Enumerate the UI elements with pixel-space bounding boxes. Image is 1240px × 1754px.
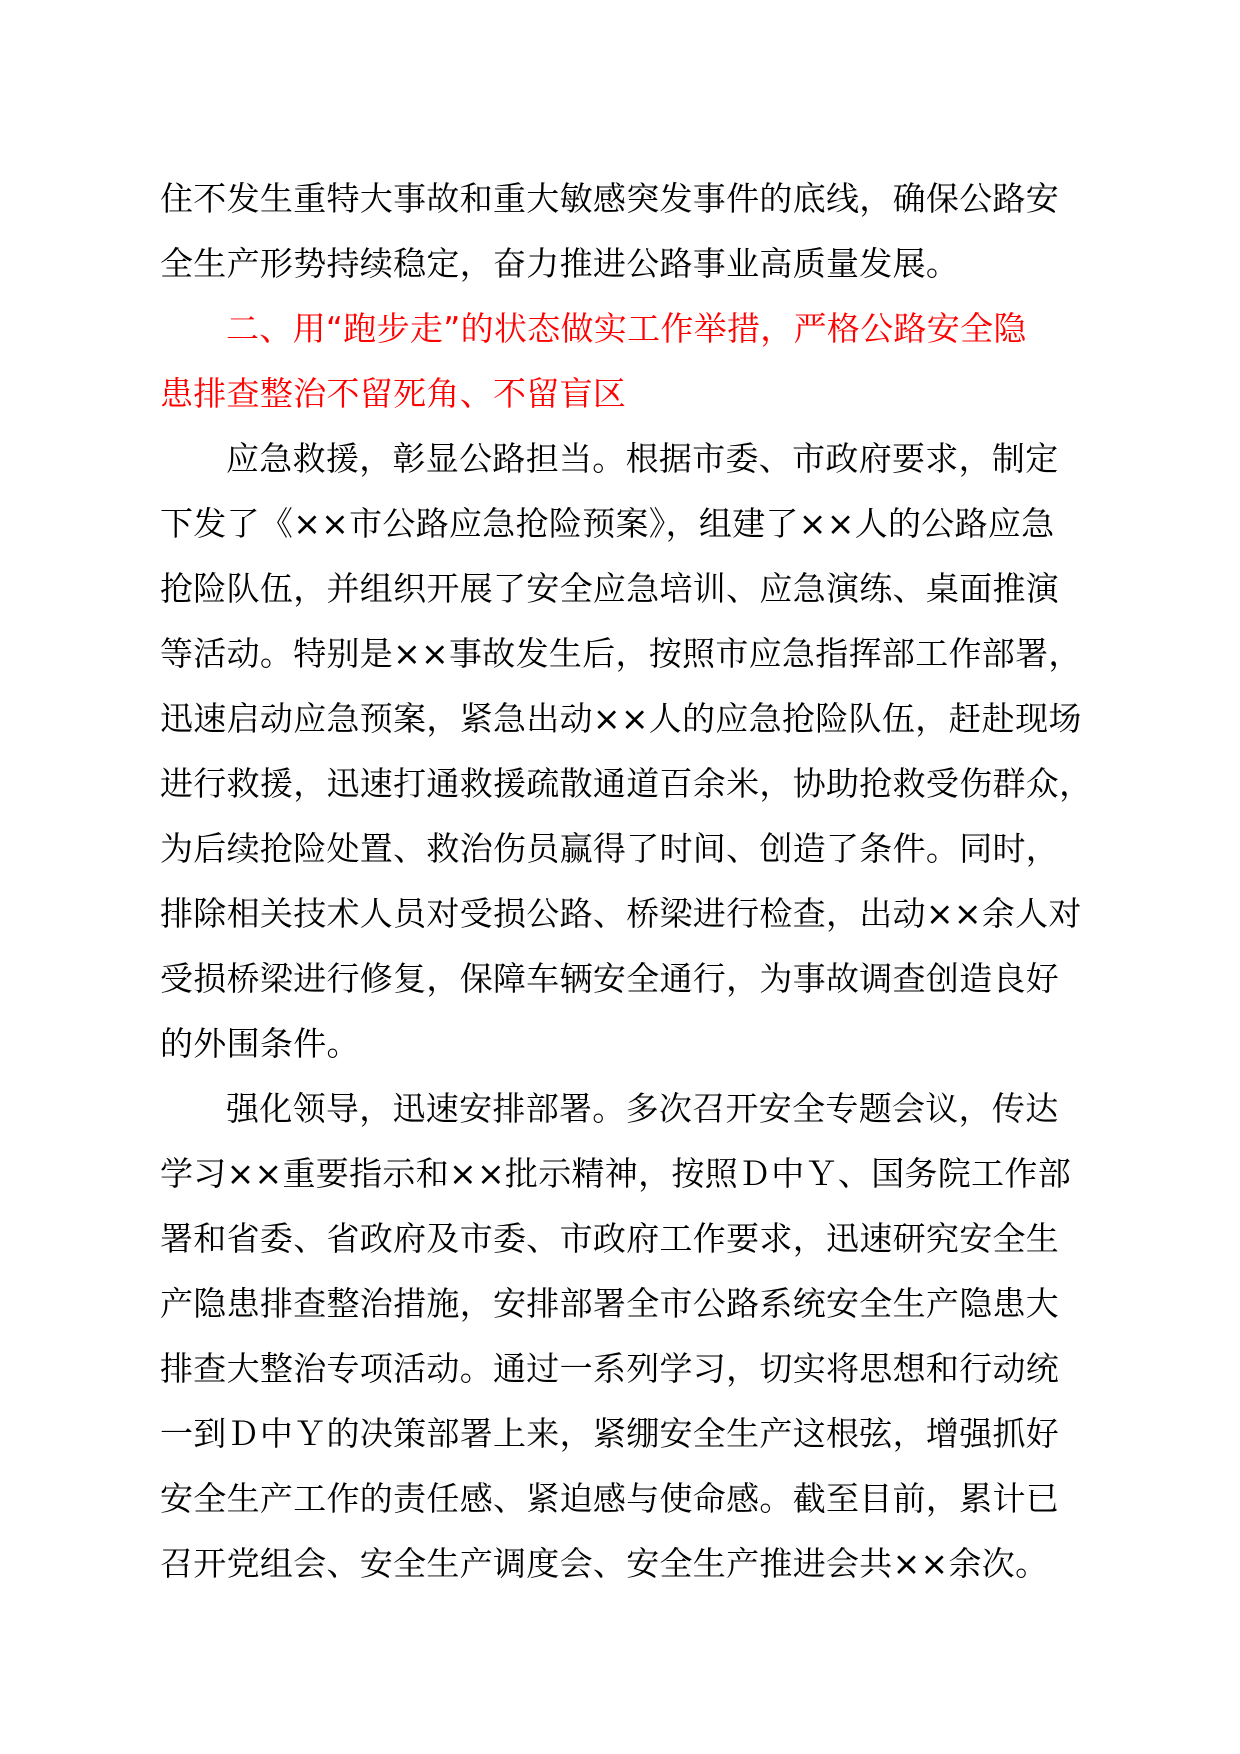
body-text-line: 学习××重要指示和××批示精神，按照Ｄ中Ｙ、国务院工作部 [160, 1154, 1072, 1193]
paragraph-first-line: 强化领导，迅速安排部署。多次召开安全专题会议，传达 [226, 1089, 1059, 1128]
section-heading-line: 患排查整治不留死角、不留盲区 [160, 374, 627, 413]
body-text-line: 抢险队伍，并组织开展了安全应急培训、应急演练、桌面推演 [160, 569, 1060, 608]
paragraph-first-line: 应急救援，彰显公路担当。根据市委、市政府要求，制定 [226, 439, 1059, 478]
body-text-line: 下发了《××市公路应急抢险预案》，组建了××人的公路应急 [160, 504, 1055, 543]
document-body [160, 166, 1100, 1596]
body-text-line: 受损桥梁进行修复，保障车辆安全通行，为事故调查创造良好 [160, 959, 1060, 998]
body-text-line: 署和省委、省政府及市委、市政府工作要求，迅速研究安全生 [160, 1219, 1060, 1258]
body-text-line: 排除相关技术人员对受损公路、桥梁进行检查，出动××余人对 [160, 894, 1082, 933]
section-heading-line: 二、用“跑步走”的状态做实工作举措，严格公路安全隐 [226, 309, 1027, 348]
body-text-line: 召开党组会、安全生产调度会、安全生产推进会共××余次。 [160, 1544, 1049, 1583]
body-text-line: 产隐患排查整治措施，安排部署全市公路系统安全生产隐患大 [160, 1284, 1060, 1323]
body-text-line: 的外围条件。 [160, 1024, 360, 1063]
body-text-line: 等活动。特别是××事故发生后，按照市应急指挥部工作部署， [160, 634, 1082, 673]
body-text-line: 迅速启动应急预案，紧急出动××人的应急抢险队伍，赶赴现场 [160, 699, 1082, 738]
body-text-line: 排查大整治专项活动。通过一系列学习，切实将思想和行动统 [160, 1349, 1060, 1388]
body-text-line: 住不发生重特大事故和重大敏感突发事件的底线，确保公路安 [160, 179, 1060, 218]
body-text-line: 为后续抢险处置、救治伤员赢得了时间、创造了条件。同时， [160, 829, 1060, 868]
body-text-line: 安全生产工作的责任感、紧迫感与使命感。截至目前，累计已 [160, 1479, 1060, 1518]
body-text-line: 进行救援，迅速打通救援疏散通道百余米，协助抢救受伤群众， [160, 764, 1093, 803]
body-text-line: 一到Ｄ中Ｙ的决策部署上来，紧绷安全生产这根弦，增强抓好 [160, 1414, 1060, 1453]
body-text-line: 全生产形势持续稳定，奋力推进公路事业高质量发展。 [160, 244, 960, 283]
